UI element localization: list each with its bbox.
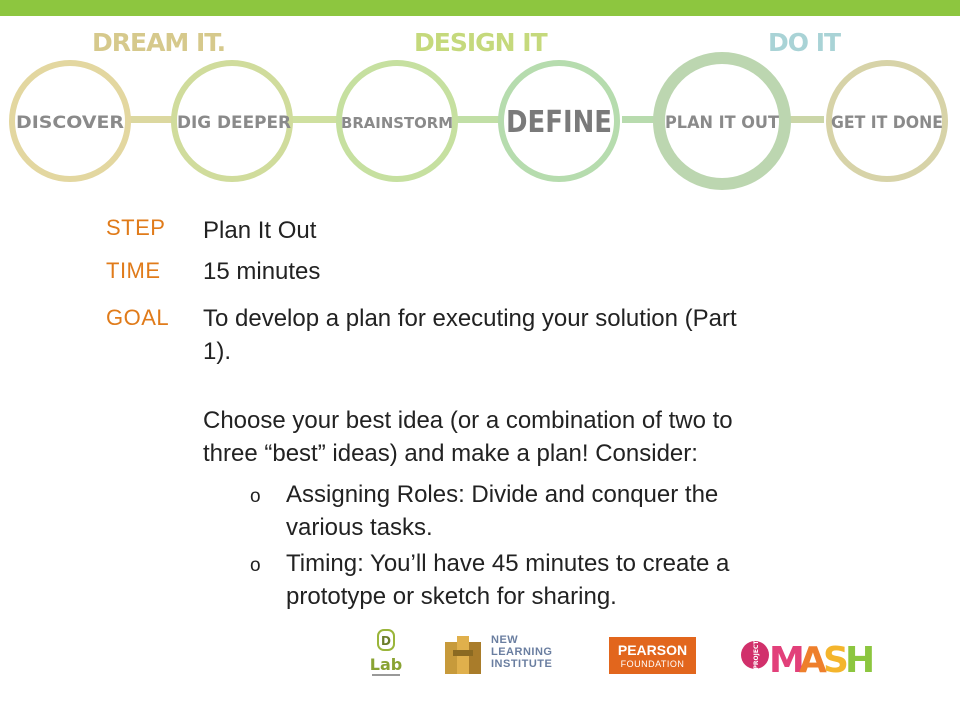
pearson-text: PEARSON bbox=[617, 642, 688, 658]
step-label-get-it-done: GET IT DONE bbox=[831, 113, 943, 133]
goal-label: GOAL bbox=[106, 305, 170, 330]
design-process-diagram bbox=[0, 50, 960, 200]
goal-text bbox=[203, 302, 863, 368]
choose-text bbox=[203, 404, 863, 470]
goal-line-1: To develop a plan for executing your solution (Part bbox=[203, 305, 737, 332]
step-label-plan-it-out: PLAN IT OUT bbox=[665, 113, 780, 133]
time-label: TIME bbox=[106, 258, 161, 283]
bullet-2-line-1: Timing: You’ll have 45 minutes to create a bbox=[286, 550, 730, 577]
choose-line-2: three “best” ideas) and make a plan! Consider: bbox=[203, 440, 698, 467]
new-learning-institute-logo bbox=[443, 632, 583, 676]
project-mash-logo bbox=[739, 632, 873, 676]
top-accent-bar bbox=[0, 0, 960, 16]
bullet-marker: o bbox=[250, 555, 261, 576]
step-label: STEP bbox=[106, 215, 166, 240]
pearson-foundation-logo bbox=[609, 637, 696, 674]
step-label-discover: DISCOVER bbox=[16, 113, 124, 133]
mash-letter-m: M bbox=[769, 640, 805, 678]
nli-line-3: INSTITUTE bbox=[491, 658, 553, 670]
mash-letter-h: H bbox=[845, 640, 873, 678]
step-value: Plan It Out bbox=[203, 217, 317, 244]
phase-do-it: DO IT bbox=[768, 28, 841, 57]
mash-letter-s: S bbox=[823, 640, 849, 678]
nli-line-1: NEW bbox=[491, 634, 519, 646]
bullet-2-line-2: prototype or sketch for sharing. bbox=[286, 583, 617, 610]
time-value: 15 minutes bbox=[203, 258, 321, 285]
goal-line-2: 1). bbox=[203, 338, 232, 365]
d-lab-top: D bbox=[381, 634, 391, 648]
nli-line-2: LEARNING bbox=[491, 646, 553, 658]
bullet-marker: o bbox=[250, 486, 261, 507]
foundation-text: FOUNDATION bbox=[620, 659, 685, 669]
mash-letter-a: A bbox=[799, 640, 827, 678]
phase-design-it: DESIGN IT bbox=[414, 28, 547, 57]
phase-dream-it: DREAM IT. bbox=[92, 28, 226, 57]
bullet-1-line-2: various tasks. bbox=[286, 514, 433, 541]
step-label-dig-deeper: DIG DEEPER bbox=[177, 113, 291, 133]
step-label-brainstorm: BRAINSTORM bbox=[341, 114, 453, 132]
mash-project-text: PROJECT bbox=[753, 640, 760, 670]
bullet-1-line-1: Assigning Roles: Divide and conquer the bbox=[286, 481, 719, 508]
step-label-define: DEFINE bbox=[506, 105, 612, 140]
d-lab-main: Lab bbox=[369, 655, 403, 674]
choose-line-1: Choose your best idea (or a combination of two to bbox=[203, 407, 733, 434]
d-lab-logo bbox=[366, 628, 406, 678]
